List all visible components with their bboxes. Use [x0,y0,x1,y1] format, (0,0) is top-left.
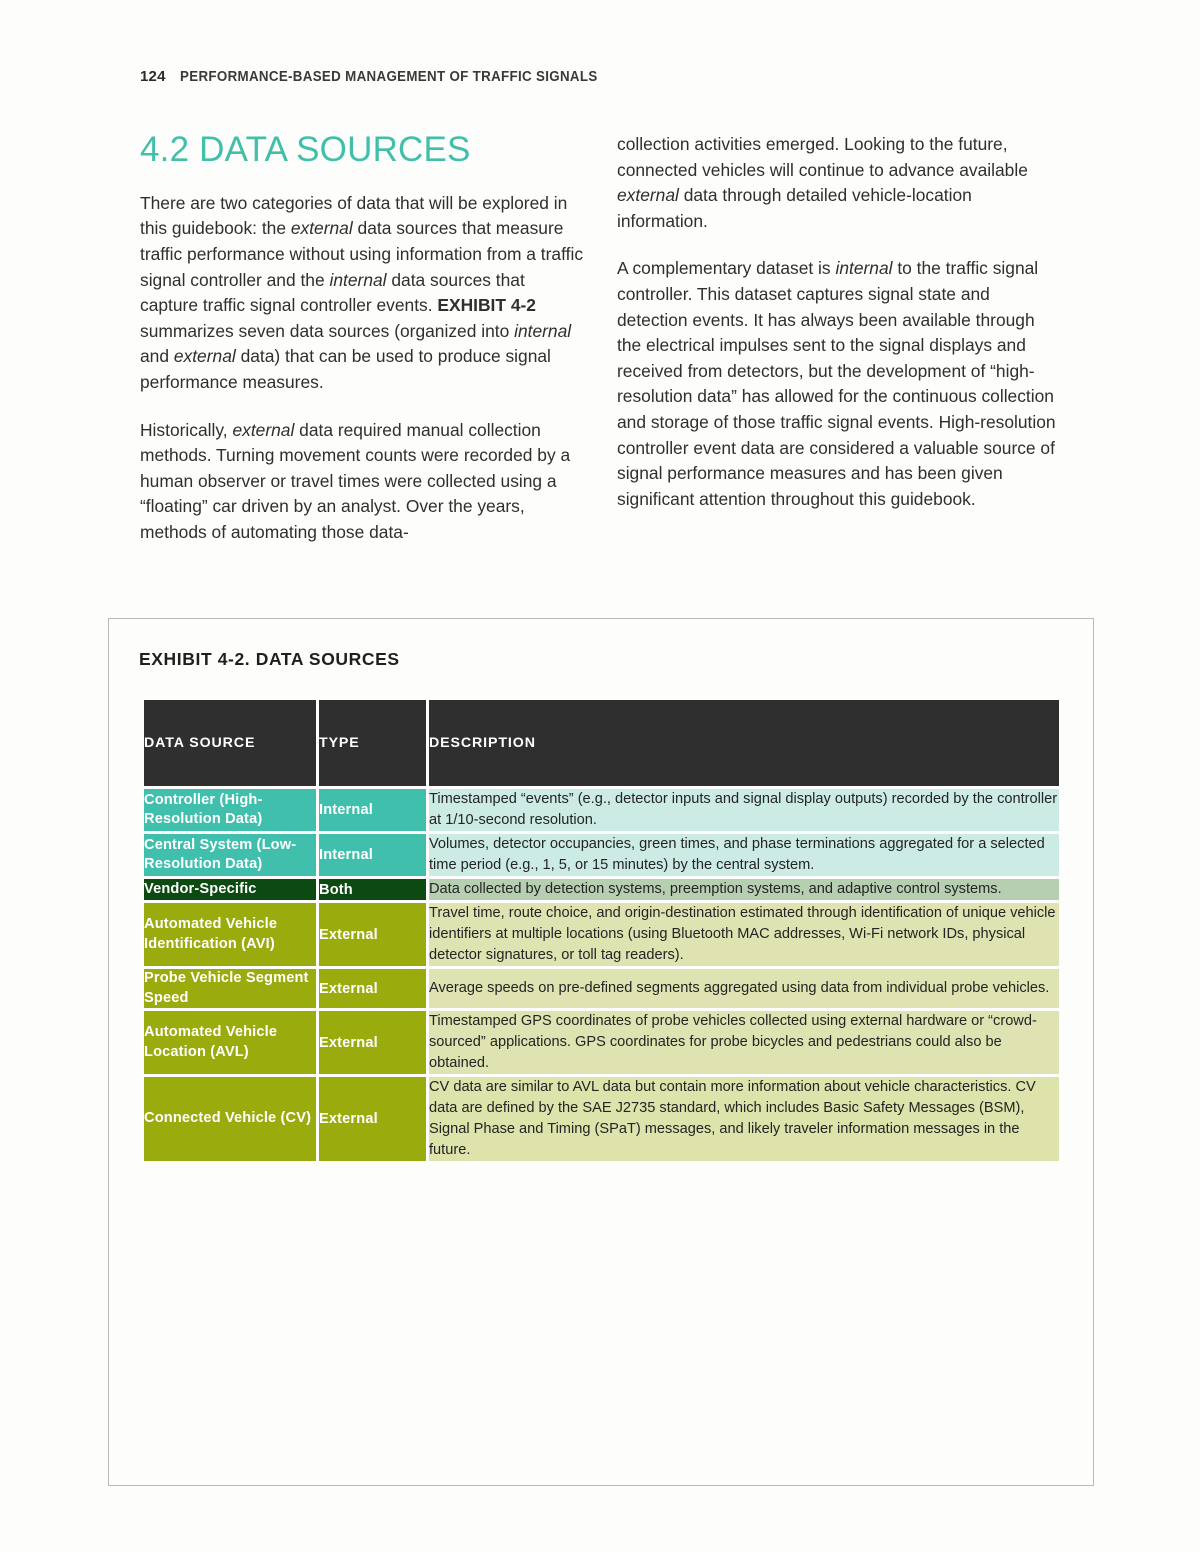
text-run-italic: external [173,346,236,367]
cell-data-source: Automated Vehicle Identification (AVI) [144,903,316,966]
left-paragraph-2 [140,418,583,546]
cell-data-source: Connected Vehicle (CV) [144,1077,316,1161]
text-run: There are two categories of data that will be explored in this guidebook: the [140,192,568,239]
column-header-description: DESCRIPTION [429,700,1059,786]
cell-description: Data collected by detection systems, preemption systems, and adaptive control systems. [429,879,1059,900]
table-head [144,700,1059,786]
right-column [617,132,1060,512]
running-header-title: PERFORMANCE-BASED MANAGEMENT OF TRAFFIC SIGNALS [179,69,598,85]
right-paragraph-1 [617,132,1060,234]
left-column [140,132,583,545]
text-run: summarizes seven data sources (organized into [140,320,515,341]
cell-description: Timestamped GPS coordinates of probe vehicles collected using external hardware or “crowd-sourced” applications. GPS coordinates for probe bicycles and pedestrians could also be obtained. [429,1011,1059,1074]
page-number: 124 [140,68,166,85]
cell-data-source: Vendor-Specific [144,879,316,900]
cell-type: Internal [319,789,426,831]
table-row [144,834,1059,876]
text-run: data through detailed vehicle-location information. [617,185,972,231]
text-run-italic: external [617,185,679,206]
table-body [144,789,1059,1161]
cell-description: Timestamped “events” (e.g., detector inputs and signal display outputs) recorded by the controller at 1/10-second resolution. [429,789,1059,831]
column-header-type: TYPE [319,700,426,786]
exhibit-reference: EXHIBIT 4-2 [437,295,536,316]
text-run-italic: internal [514,320,572,341]
table-row [144,789,1059,831]
cell-type: Both [319,879,426,900]
cell-data-source: Probe Vehicle Segment Speed [144,969,316,1008]
cell-type: External [319,1011,426,1074]
cell-type: Internal [319,834,426,876]
table-header-row [144,700,1059,786]
text-run: data) that can be used to produce signal performance measures. [140,346,551,392]
text-run: A complementary dataset is [617,258,836,279]
table-row [144,969,1059,1008]
exhibit-title: EXHIBIT 4-2. DATA SOURCES [139,649,400,669]
running-header [140,68,634,85]
table-row [144,879,1059,900]
cell-data-source: Controller (High-Resolution Data) [144,789,316,831]
table-row [144,1011,1059,1074]
column-header-data-source: DATA SOURCE [144,700,316,786]
section-title: 4.2 DATA SOURCES [140,130,471,169]
text-run: data required manual collection methods. Turning movement counts were recorded by a human observer or travel times were collected using a “floating” car driven by an analyst. Over the years, methods of automating those data- [140,419,571,542]
cell-description: Travel time, route choice, and origin-destination estimated through identification of unique vehicle identifiers at multiple locations (using Bluetooth MAC addresses, Wi-Fi network IDs, physical detector signatures, or toll tag readers). [429,903,1059,966]
text-run: to the traffic signal controller. This dataset captures signal state and detection events. It has always been available through the electrical impulses sent to the signal displays and received from detectors, but the development of “high-resolution data” has allowed for the continuous collection and storage of those traffic signal events. High-resolution controller event data are considered a valuable source of signal performance measures and has been given significant attention throughout this guidebook. [617,258,1056,509]
cell-data-source: Central System (Low-Resolution Data) [144,834,316,876]
cell-type: External [319,969,426,1008]
cell-description: Volumes, detector occupancies, green times, and phase terminations aggregated for a selected time period (e.g., 1, 5, or 15 minutes) by the central system. [429,834,1059,876]
text-run: data sources that capture traffic signal controller events. [140,269,525,316]
cell-type: External [319,903,426,966]
text-run: collection activities emerged. Looking to the future, connected vehicles will continue to advance available [617,134,1028,180]
cell-description: CV data are similar to AVL data but contain more information about vehicle characteristics. CV data are defined by the SAE J2735 standard, which includes Basic Safety Messages (BSM), Signal Phase and Timing (SPaT) messages, and likely traveler information messages in the future. [429,1077,1059,1161]
text-run-italic: external [290,218,353,239]
text-run-italic: external [232,419,295,440]
table-row [144,1077,1059,1161]
data-sources-table [141,697,1062,1164]
text-run-italic: internal [835,258,893,279]
left-paragraph-1 [140,191,583,396]
exhibit-container [108,618,1094,1486]
table-row [144,903,1059,966]
text-run: and [140,346,174,367]
text-run-italic: internal [329,269,387,290]
cell-description: Average speeds on pre-defined segments aggregated using data from individual probe vehicles. [429,969,1059,1008]
cell-data-source: Automated Vehicle Location (AVL) [144,1011,316,1074]
text-run: data sources that measure traffic performance without using information from a traffic signal controller and the [140,218,584,290]
text-run: Historically, [140,419,233,440]
right-paragraph-2 [617,256,1060,512]
cell-type: External [319,1077,426,1161]
